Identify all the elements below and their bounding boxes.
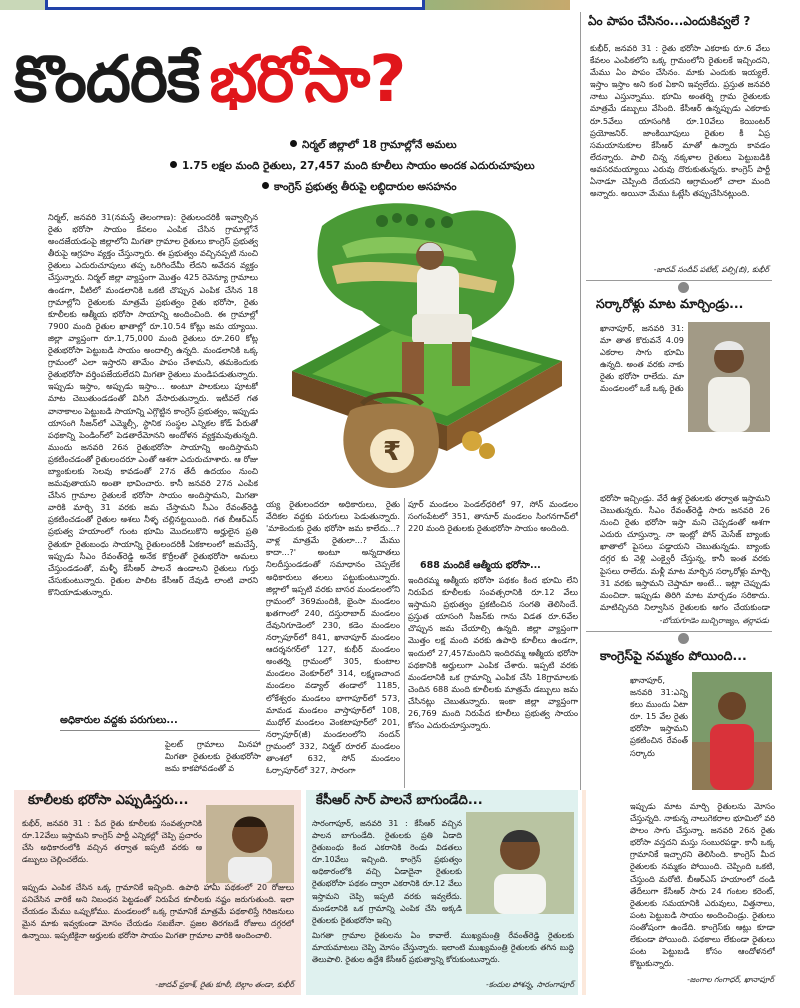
sidebar-3-text-left: ఖానాపూర్, జనవరి 31:ఎన్ని కలు ముందు ఏటా రూ. 15 వేల రైతు భరోసా ఇస్తామని ప్రకటించిన రేవంత్ సర్కారు — [630, 675, 688, 758]
sidebar-rule — [586, 280, 772, 281]
bottom-box-1-text: ఇప్పుడు ఎంపిక చేసిన ఒక్క గ్రామానికే ఇచ్చింది. ఉపాధి హామీ పథకంలో 20 రోజులు పనిచేసిన వారికే అని నిబంధన పెట్టడంతో నిరుపేద కూలీలకు నష్టం జరుగుతుంది. ఇలా చేయడం మేము ఒప్పుకోము. మండలంలో ఒక్క గ్రామానికే మాత్రమే పథకాలిస్తే గిరిజనులు మైన మాకు ఇవ్వకుండా మోసం చేయడం సబబేనా. ప్రజల తిరగబడే రోజులు దగ్గరలో ఉన్నాయి. ఇప్పటికైనా అర్హులకు భరోసా సాయం మిగతా గ్రామాల వారికి అందించాలి. — [22, 883, 294, 941]
sidebar-1-title: ఏం పాపం చేసినం...ఎందుకివ్వలే ? — [588, 14, 751, 28]
svg-text:₹: ₹ — [382, 437, 402, 467]
quote-bubble-icon — [678, 633, 689, 644]
main-article-col3-after: ఇందిరమ్మ ఆత్మీయ భరోసా పథకం కింద భూమి లేని నిరుపేద కూలీలకు సంవత్సరానికి రూ.12 వేలు ఇస్తామని ప్రభుత్వం ప్రకటించిన సంగతి తెలిసిందే. ప్రస్తుత యాసంగి సీజన్‌కు గాను విడత రూ.6వేల చొప్పున జమ చేయాల్సి ఉన్నది. జిల్లా వ్యాప్తంగా మొత్తం లక్ష మంది వరకు ఉపాధి కూలీలు ఉండగా, ఇందులో 27,457మందిని ఇందిరమ్మ ఆత్మీయ భరోసా పథకానికి అర్హులుగా ఎంపిక చేశారు. ఇప్పటి వరకు మండలానికి ఒక గ్రామాన్ని ఎంపిక చేసి 18గ్రామాలకు చెందిన 688 మంది కూలీలకు మాత్రమే డబ్బులు జమ చేసినట్లు చెబుతున్నారు. ఇంకా జిల్లా వ్యాప్తంగా 26,769 మంది నిరుపేద కూలీలు ప్రభుత్వ సాయం కోసం ఎదురుచూస్తున్నారు. — [408, 575, 578, 731]
bottom-box-1-text-left: కుభీర్, జనవరి 31 : పేద రైతు కూలీలకు సంవత్సరానికి రూ.12వేలు ఇస్తామని కాంగ్రెస్ పార్టీ ఎన్నికల్లో చెప్పి ప్రచారం చేసి అధికారంలోకి వచ్చిన తర్వాత ఇప్పటి వరకు ఆ డబ్బులు చెల్లించలేదు. — [22, 819, 202, 865]
farmer-map-illustration — [262, 196, 580, 496]
bottom-box-1-sign: -జాదవ్ ప్రకాశ్, రైతు కూలీ, బెల్గాం తండా, కుభీర్ — [155, 980, 294, 989]
bottom-box-1-title: కూలీలకు భరోసా ఎప్పుడిస్తరు... — [28, 793, 189, 808]
bullet-dot-icon — [290, 140, 297, 147]
bullet-dot-icon — [262, 182, 269, 189]
sidebar-1-text: కుభీర్, జనవరి 31 : రైతు భరోసా ఎకరాకు రూ.6 వేలు కేవలం ఎంపికలోని ఒక్క గ్రామంలోని రైతులకే ఇచ్చిందని, మేము ఏం పాపం చేసినం. మాకు ఎందుకు ఇయ్యలే. ఇస్తాం ఇస్తాం అని కంఠ ఏకాని ఇవ్వలేదు. ప్రస్తుత జనవరి నాటు ఎస్తున్నాము. భూమి అంతర్ని గ్రామ రైతులకు మాత్రమే డబ్బులు వేసింది. కేసీఆర్ ఉన్నప్పుడు ఎకరాకు రూ.5వేలు యాసంగికి రూ.10వేలు కెయింటర్ ప్రయోజనిర్. జాంకియీపులు రైతుల కీ ఏప్ర సమయానుకూల కేసీఆర్ మాతో ఉన్నారు కావడం లేదన్నారు. పాలి చిన్న నక్కళాల రైతులు పెట్టుబడికి అవసరమయ్యాయి ఎరువు దొరుకుతున్నరు. కాంగ్రెస్ పార్టీ ఏనాడూ చెప్పింది దేయదని ఆగ్రామంలో చాలా మంది అన్నారు. అయినా మేము ఓట్లేసి తప్పుచేసినట్లుంది. — [590, 43, 770, 199]
bottom-box-2-sign: -కందుల పోశన్న, సారంగాపూర్ — [486, 980, 574, 989]
main-article-col1-after: పైలట్ గ్రామాలు మినహా మిగతా రైతులకు రైతుభరోసా జమ కాకపోవడంతో వ — [165, 739, 261, 774]
hero-image — [262, 196, 580, 496]
subhead-1: నిర్మల్ జిల్లాలో 18 గ్రామాల్లోనే అమలు — [290, 139, 457, 154]
farmer-photo — [206, 805, 294, 883]
sidebar-3-text: ఇప్పుడు మాట మార్చి రైతులను మోసం చేస్తున్నది. నాకున్న నాలుగెకరాల భూమిలో వరి పొలం సాగు చేస్తున్నా. జనవరి 26న రైతు భరోసా వస్తదని మస్తు సంబురపడ్డా. కానీ ఒక్క గ్రామానికే ఇచ్చారని తెలిసింది. కాంగ్రెస్ మీద రైతులకు నమ్మకం పోయింది. చెప్పింది ఒకటి, చేస్తుంది మరోటి. బీఆర్ఎస్ హయాంలో దండి తేదీలుగా కేసీఆర్ సారు 24 గంటల కరెంట్, రైతులకు సమయానికి ఎరువులు, విత్తనాలు, పంట పెట్టుబడి సాయం అందించిండ్రు. రైతులు సంతోషంగా ఉండేది. కాంగ్రెస్‌కు ఆట్లు కూడా లేకుండా పోయింది. పథకాలు లేకుండా రైతులు పంట పెట్టుబడి కోసం ఆందోళనలో కొట్టుకున్నారు. — [630, 801, 775, 969]
top-banner — [45, 0, 425, 10]
bottom-box-2-text: మిగతా గ్రామాల రైతులను ఏం కావాలే. ముఖ్యమంత్రి రేవంత్‌రెడ్డి రైతులకు మాయమాటలు చెప్పి మోసం చేస్తున్నారు. ఇలాంటి ముఖ్యమంత్రి రైతులకు తగిన బుద్ధి తెలుపాలి. రైతుల ఉద్దేశి కేసీఆర్ ప్రభుత్వాన్ని కోరుకుంటున్నారు. — [312, 931, 574, 965]
quote-bubble-icon — [678, 282, 689, 293]
headline — [14, 38, 574, 124]
sidebar-2-title: సర్కారోళ్లు మాట మార్చిండ్రు... — [596, 296, 744, 311]
subhead-2: 1.75 లక్షల మంది రైతులు, 27,457 మంది కూలీలు సాయం అందక ఎదురుచూపులు — [170, 160, 535, 175]
col1-subhead: అధికారుల వద్దకు పరుగులు... — [60, 714, 260, 731]
col3-subhead: 688 మందికే ఆత్మీయ భరోసా... — [420, 560, 541, 571]
sidebar-3-title: కాంగ్రెస్‌పై నమ్మకం పోయింది... — [600, 648, 747, 663]
top-edge-photo — [425, 0, 570, 10]
sidebar-rule — [586, 631, 772, 632]
bottom-box-3-bg — [582, 790, 586, 995]
sidebar-2-text: భరోసా ఇచ్చిండ్రు. వేరే ఉళ్ల రైతులకు తర్వాత ఇస్తామని చెబుతున్నరు. సీఎం రేవంత్‌రెడ్డి సారు జనవరి 26 నుంచి రైతు భరోసా ఇస్తా మని చెప్పడంతో ఆశగా ఎదురు చూస్తున్నా. నా ఇంట్లో పోన్ మెసేజ్ బ్యాంకు ఖాతాలో పైసలు పడ్డాయని చెబుతున్నడు. బ్యాంకు దగ్గర కు వెళ్లి ఎంక్వైరీ చేస్తున్న, కానీ ఇంత వరకు పైసలు రాలేదు. మళ్లీ మాట మార్చిన సర్కారోళ్లు మార్చి 31 వరకు ఇస్తామని చెప్తామా అంటే... ఇట్లా చెప్పుడు మంచిదా. ఇప్పుడు తిరిగి మాట మార్చడం సరికాదు. మాటిచ్చినది నిల్వాసిన రైతులకు ఆగం చేయకుండా — [600, 493, 770, 612]
main-article-col2: య్య రైతులందరూ అధికారులు, రైతు వేదికల వద్దకు పరుగులు పెడుతున్నారు. 'మాకెందుకు రైతు భరోసా జమ కాలేదు...? వాళ్ల మాత్రమే రైతులా...? మేము కాదా...?' అంటూ అన్నదాతలు నిలదీస్తుండడంతో సమాధానం చెప్పలేక అధికారులు తలలు పట్టుకుంటున్నారు. జిల్లాలో ఇప్పటి వరకు బాసర మండలంలోని గ్రామంలో 369మందికి, భైంసా మండలం ఖతగాంలో 240, దస్తురాబాద్ మండలం దేవునిగూడెంలో 230, కడెం మండలం నర్సాపూర్‌లో 841, ఖానాపూర్ మండలం ఆదర్శనగర్‌లో 127, కుభీర్ మండలం అంతర్ని గ్రామంలో 305, కుంటాల మండలం వెంకూర్‌లో 314, లక్ష్మణచాంద మండలం వడ్యాల్ తండాలో 1185, లోకేశ్వరం మండలం భాగాపూర్‌లో 573, మామడ మండలం వాస్తాపూర్‌లో 108, ముధోల్ మండలం వెంకటాపూర్‌లో 201, నర్సాపూర్(జీ) మండలంలోని నందన్ గ్రామంలో 332, నిర్మల్ రూరల్ మండలం తాంశలో 632, సోన్ మండలం ఓర్సాపూర్‌లో 327, సారంగా — [266, 499, 400, 776]
subhead-3: కాంగ్రెస్ ప్రభుత్వ తీరుపై లబ్ధిదారుల అసహనం — [262, 181, 457, 196]
bullet-dot-icon — [170, 161, 177, 168]
main-article-col1: నిర్మల్, జనవరి 31(నమస్తే తెలంగాణ): రైతులందరికీ ఇవ్వాల్సిన రైతు భరోసా సాయం కేవలం ఎంపిక చేసిన గ్రామాల్లోనే అందజేయడంపై జిల్లాలోని మిగతా గ్రామాల రైతులు కాంగ్రెస్ ప్రభుత్వ తీరుపై ఆగ్రహం వ్యక్తం చేస్తున్నారు. ఈ ప్రభుత్వం వచ్చినప్పటి నుంచి రైతులు ఎదురుచూపులు తప్ప ఒరిగిందేమీ లేదని అవేదన వ్యక్తం చేస్తున్నారు. నిర్మల్ జిల్లా వ్యాప్తంగా మొత్తం 425 రెవెన్యూ గ్రామాలు ఉండగా, వీటిలో మండలానికి ఒకటి చొప్పున ఎంపిక చేసిన 18 గ్రామాల్లోని రైతులకు మాత్రమే ప్రభుత్వం రైతు భరోసా, రైతు కూలీలకు ఆత్మీయ భరోసా సాయాన్ని అందించింది. ఈ గ్రామాల్లో 7900 మంది రైతుల ఖాతాల్లో రూ.10.54 కోట్లు జమ య్యాయి. జిల్లా వ్యాప్తంగా రూ.1,75,000 మంది రైతులు రూ.260 కోట్ల రైతుభరోసా పెట్టుబడి సాయం అందాల్సి ఉన్నది. మండలానికి ఒక్క గ్రామంలో ఎలా ఇస్తారని తామేం పాపం చేశామని, తమకెందుకు రైతుభరోసా వర్తింపజేయలేదని మిగతా రైతులు మండిపడుతున్నారు. ఇప్పుడు ఇస్తాం, అప్పుడు ఇస్తాం... అంటూ పాలకులు పూటకో మాట చెబుతుండడంతో విసిగి వేసారుతున్నారు. ఇటీవలే గత వానాకాలం పెట్టుబడి సాయాన్ని ఎగ్గొట్టిన కాంగ్రెస్ ప్రభుత్వం, ఇప్పుడు యాసంగి సీజన్‌లో ఎమ్మెల్సీ, స్థానిక సంస్థల ఎన్నికల కోడ్ పేరుతో పథకాన్ని పెండింగ్‌లో పెడతారేమోనని అందోళన వ్యక్తమవుతున్నది. ముందు జనవరి 26న రైతుభరోసా సాయాన్ని అందిస్తామని ప్రకటించడంతో రైతులందరూ ఎంతో ఆశగా ఎదురుచూశారు. ఆ రోజు బ్యాంకులకు సెలవు కావడంతో 27న తేదీ ఉదయం నుంచి జమవుతాయని అంతా భావించారు. కానీ జనవరి 27న ఎంపిక చేసిన గ్రామాల రైతులకే భరోసా సాయం అందిస్తామని, మిగతా వారికి మార్చి 31 వరకు జమ చేస్తామని సీఎం రేవంత్‌రెడ్డి ప్రకటించడంతో రైతుల ఆశలు నీళ్ళ చల్లినట్టయింది. గత బీఆర్ఎస్ ప్రభుత్వ హయాంలో గుంట భూమి మొదలుకొని అర్హులైన ప్రతి రైతుకూ రైతుబంధు సాయాన్ని రైతులందరికీ ఏకకాలంలో జమచేస్తే, ఇప్పుడు సీఎం రేవంత్‌రెడ్డి అనేక కొర్రీలతో రైతుభరోసా అమలు చేస్తుండడంతో, మళ్ళీ కేసీఆర్ పాలనే ఉండాలని రైతులు గుర్తు చేసుకుంటున్నారు. రైతుల పాలిట కేసీఆర్ దేవుడి లాంటి వారని కొనియాడుతున్నారు. — [48, 212, 258, 597]
sidebar-divider — [580, 12, 581, 790]
sidebar-1-sign: -జాదవ్ సందీప్ పటేల్, పల్సి(బి), కుభీర్ — [653, 265, 769, 274]
bottom-box-2-title: కేసీఆర్ సార్ పాలనే బాగుండేది... — [316, 793, 483, 808]
farmer-photo — [692, 672, 772, 790]
sidebar-3-sign: -జంగాల గంగాధర్, ఖానాపూర్ — [687, 975, 774, 984]
col-divider — [404, 498, 405, 788]
sidebar-2-sign: -బోయగూడెం బుచ్చిరాజ్యం, తర్లాపడు — [659, 616, 769, 625]
sidebar-2-text-left: ఖానాపూర్, జనవరి 31: మా తాత కొరువనే 4.09 ఎకరాల సాగు భూమి ఉన్నది. అంత వరకు నాకు రైతు భరోసా రాలేదు. మా మండలంలో ఒకే ఒక్క రైతు — [600, 323, 684, 394]
bottom-box-2-text-left: సారంగాపూర్, జనవరి 31 : కేసీఆర్ వచ్చిన పాలన బాగుండేది. రైతులకు ప్రతి ఏడాది రైతుబంధు కింద ఎకరానికి రెండు విడతలు రూ.10వేలు ఇచ్చింది. కాంగ్రెస్ ప్రభుత్వం అధికారంలోకి వచ్చి ఏడాదైనా రైతులకు రైతుభరోసా పథకం ద్వారా ఎకరానికి రూ.12 వేలు ఇస్తామని చెప్పి ఇప్పటి వరకు ఇవ్వలేదు. మండలానికి ఒక గ్రామాన్ని ఎంపిక చేసి అక్కడి రైతులకు రైతుభరోసా ఇచ్చి — [312, 819, 462, 925]
headline-black: కొందరికే — [14, 43, 200, 117]
main-article-col3: పూర్ మండలం పెండల్‌ధరిలో 97, సోన్ మండలం సంగంపేటలో 351, తానూర్ మండలం సింగనగావ్‌లో 220 మంది రైతులకు రైతుభరోసా సాయం అందింది. — [408, 499, 578, 534]
farmer-photo — [466, 812, 574, 914]
top-edge-photo — [0, 0, 45, 10]
headline-red: భరోసా? — [209, 43, 406, 117]
farmer-photo — [688, 322, 770, 432]
